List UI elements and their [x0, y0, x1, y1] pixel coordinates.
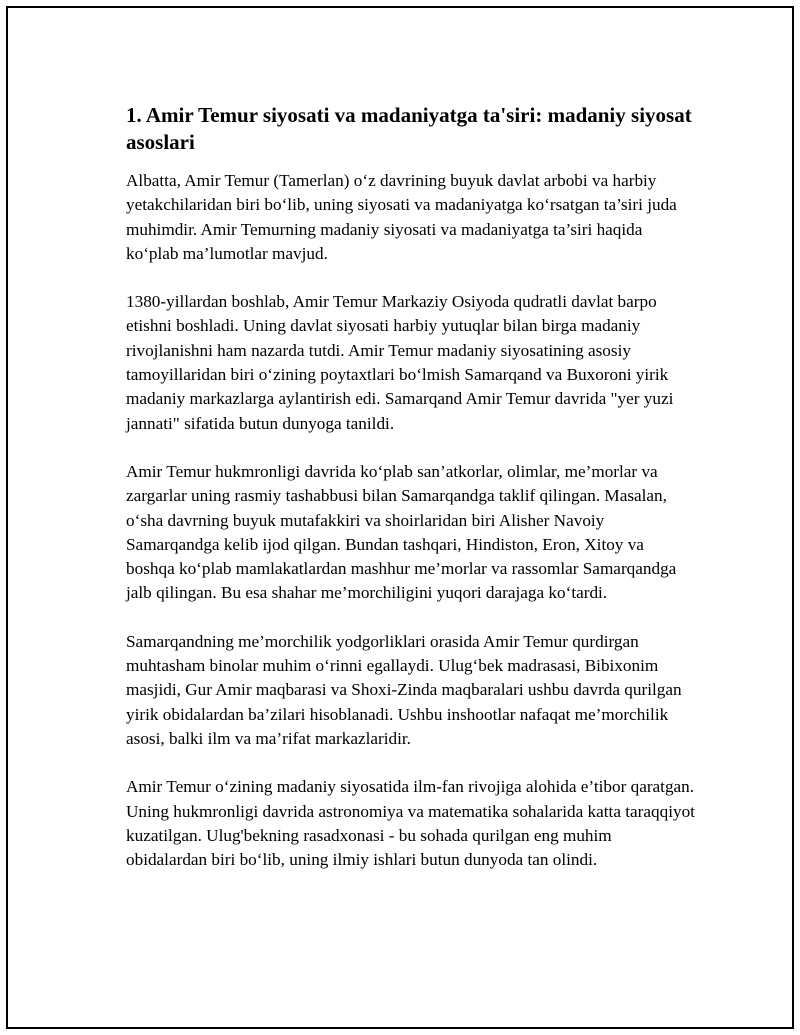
paragraph-1: Albatta, Amir Temur (Tamerlan) o‘z davrining buyuk davlat arbobi va harbiy yetakchilaridan biri bo‘lib, uning siyosati va madaniyatga ko‘rsatgan ta’siri juda muhimdir. Amir Temurning madaniy siyosati va madaniyatga ta’siri haqida ko‘plab ma’lumotlar mavjud.: [126, 171, 677, 263]
paragraph-2: 1380-yillardan boshlab, Amir Temur Markaziy Osiyoda qudratli davlat barpo etishni boshladi. Uning davlat siyosati harbiy yutuqlar bilan birga madaniy rivojlanishni ham nazarda tutdi. Amir Temur madaniy siyosatining asosiy tamoyillaridan biri o‘zining poytaxtlari bo‘lmish Samarqand va Buxoroni yirik madaniy markazlarga aylantirish edi. Samarqand Amir Temur davrida "yer yuzi jannati" sifatida butun dunyoga tanildi.: [126, 292, 674, 433]
paragraph-4: Samarqandning me’morchilik yodgorliklari orasida Amir Temur qurdirgan muhtasham binolar muhim o‘rinni egallaydi. Ulug‘bek madrasasi, Bibixonim masjidi, Gur Amir maqbarasi va Shoxi-Zinda maqbaralari ushbu davrda qurilgan yirik obidalardan ba’zilari hisoblanadi. Ushbu inshootlar nafaqat me’morchilik asosi, balki ilm va ma’rifat markazlaridir.: [126, 631, 682, 748]
document-body: [126, 102, 696, 896]
page-frame: [6, 6, 794, 1029]
page-title: 1. Amir Temur siyosati va madaniyatga ta'siri: madaniy siyosat asoslari: [126, 103, 692, 154]
paragraph-5: Amir Temur o‘zining madaniy siyosatida ilm-fan rivojiga alohida e’tibor qaratgan. Uning hukmronligi davrida astronomiya va matematika sohalarida katta taraqqiyot kuzatilgan. Ulug'bekning rasadxonasi - bu sohada qurilgan eng muhim obidalardan biri bo‘lib, uning ilmiy ishlari butun dunyoda tan olindi.: [126, 777, 695, 870]
paragraph-3: Amir Temur hukmronligi davrida ko‘plab san’atkorlar, olimlar, me’morlar va zargarlar uning rasmiy tashabbusi bilan Samarqandga taklif qilingan. Masalan, o‘sha davrning buyuk mutafakkiri va shoirlaridan biri Alisher Navoiy Samarqandga kelib ijod qilgan. Bundan tashqari, Hindiston, Eron, Xitoy va boshqa ko‘plab mamlakatlardan mashhur me’morlar va rassomlar Samarqandga jalb qilingan. Bu esa shahar me’morchiligini yuqori darajaga ko‘tardi.: [126, 461, 677, 603]
